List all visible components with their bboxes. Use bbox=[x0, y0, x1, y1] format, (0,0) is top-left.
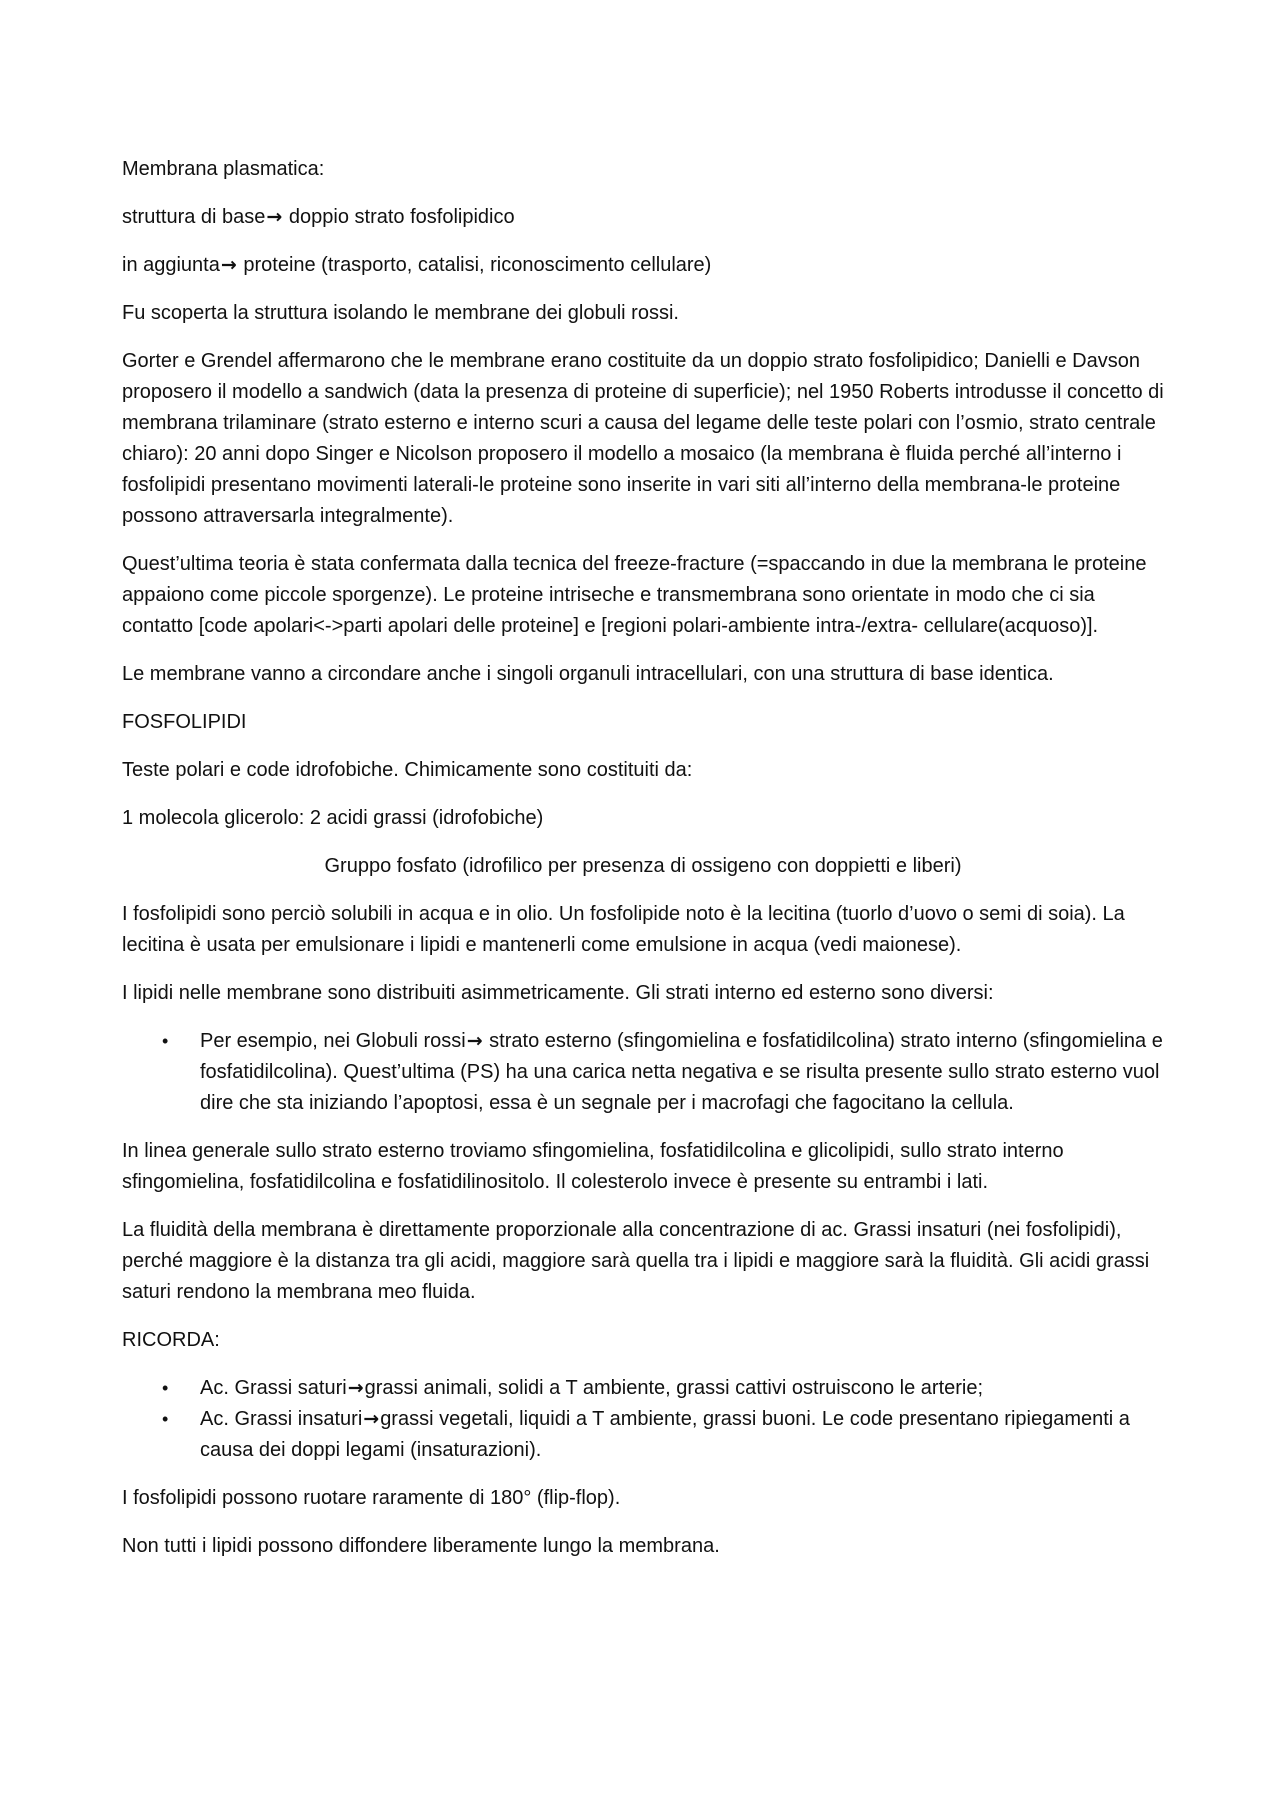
diffusione-paragraph: Non tutti i lipidi possono diffondere liberamente lungo la membrana. bbox=[122, 1535, 720, 1557]
ricorda-text: grassi animali, solidi a T ambiente, grassi cattivi ostruiscono le arterie; bbox=[364, 1377, 984, 1399]
ricorda-label: Ac. Grassi insaturi bbox=[200, 1408, 363, 1430]
document-body bbox=[122, 154, 1164, 1579]
flip-flop-paragraph: I fosfolipidi possono ruotare raramente di 180° (flip-flop). bbox=[122, 1487, 621, 1509]
organelles-paragraph: Le membrane vanno a circondare anche i singoli organuli intracellulari, con una struttura di base identica. bbox=[122, 663, 1054, 685]
ricorda-text: grassi vegetali, liquidi a T ambiente, grassi buoni. Le code presentano ripiegamenti a causa dei doppi legami (insaturazioni). bbox=[200, 1408, 1130, 1461]
structure-text: doppio strato fosfolipidico bbox=[283, 206, 515, 228]
structure-label: struttura di base bbox=[122, 206, 266, 228]
fosfato-line: Gruppo fosfato (idrofilico per presenza di ossigeno con doppietti e liberi) bbox=[324, 855, 962, 877]
arrow-icon: → bbox=[466, 1030, 483, 1052]
ricorda-list bbox=[122, 1373, 1164, 1466]
page-title: Membrana plasmatica: bbox=[122, 158, 325, 180]
freeze-fracture-paragraph: Quest’ultima teoria è stata confermata dalla tecnica del freeze-fracture (=spaccando in due la membrana le proteine appaiono come piccole sporgenze). Le proteine intriseche e transmembrana sono orientate in modo che ci sia contatto [code apolari<->parti apolari delle proteine] e [regioni polari-ambiente intra-/extra- cellulare(acquoso)]. bbox=[122, 553, 1147, 637]
glicerolo-line: 1 molecola glicerolo: 2 acidi grassi (idrofobiche) bbox=[122, 807, 544, 829]
arrow-icon: → bbox=[347, 1377, 364, 1399]
generale-paragraph: In linea generale sullo strato esterno troviamo sfingomielina, fosfatidilcolina e glicolipidi, sullo strato interno sfingomielina, fosfatidilcolina e fosfatidilinositolo. Il colesterolo invece è presente su entrambi i lati. bbox=[122, 1140, 1064, 1193]
bullet-icon: • bbox=[162, 1409, 169, 1429]
fluidita-paragraph: La fluidità della membrana è direttamente proporzionale alla concentrazione di ac. Grassi insaturi (nei fosfolipidi), perché maggiore è la distanza tra gli acidi, maggiore sarà quella tra i lipidi e maggiore sarà la fluidità. Gli acidi grassi saturi rendono la membrana meo fluida. bbox=[122, 1219, 1150, 1303]
list-item bbox=[122, 1026, 1164, 1119]
teste-paragraph: Teste polari e code idrofobiche. Chimicamente sono costituiti da: bbox=[122, 759, 693, 781]
bullet-icon: • bbox=[162, 1378, 169, 1398]
list-item bbox=[122, 1404, 1164, 1466]
section-heading-fosfolipidi: FOSFOLIPIDI bbox=[122, 711, 247, 733]
bullet-icon: • bbox=[162, 1031, 169, 1051]
arrow-icon: → bbox=[266, 206, 283, 228]
discovery-paragraph: Fu scoperta la struttura isolando le membrane dei globuli rossi. bbox=[122, 302, 679, 324]
addition-line bbox=[122, 250, 1164, 281]
globuli-list bbox=[122, 1026, 1164, 1119]
solubili-paragraph: I fosfolipidi sono perciò solubili in acqua e in olio. Un fosfolipide noto è la lecitina (tuorlo d’uovo o semi di soia). La lecitina è usata per emulsionare i lipidi e mantenerli come emulsione in acqua (vedi maionese). bbox=[122, 903, 1125, 956]
arrow-icon: → bbox=[363, 1408, 380, 1430]
addition-text: proteine (trasporto, catalisi, riconoscimento cellulare) bbox=[237, 254, 712, 276]
list-item bbox=[122, 1373, 1164, 1404]
ricorda-label: Ac. Grassi saturi bbox=[200, 1377, 347, 1399]
asimmetria-paragraph: I lipidi nelle membrane sono distribuiti asimmetricamente. Gli strati interno ed esterno sono diversi: bbox=[122, 982, 994, 1004]
section-heading-ricorda: RICORDA: bbox=[122, 1329, 220, 1351]
globuli-label: Per esempio, nei Globuli rossi bbox=[200, 1030, 466, 1052]
history-paragraph: Gorter e Grendel affermarono che le membrane erano costituite da un doppio strato fosfolipidico; Danielli e Davson proposero il modello a sandwich (data la presenza di proteine di superficie); nel 1950 Roberts introdusse il concetto di membrana trilaminare (strato esterno e interno scuri a causa del legame delle teste polari con l’osmio, strato centrale chiaro): 20 anni dopo Singer e Nicolson proposero il modello a mosaico (la membrana è fluida perché all’interno i fosfolipidi presentano movimenti laterali-le proteine sono inserite in vari siti all’interno della membrana-le proteine possono attraversarla integralmente). bbox=[122, 350, 1164, 527]
structure-line bbox=[122, 202, 1164, 233]
addition-label: in aggiunta bbox=[122, 254, 220, 276]
arrow-icon: → bbox=[220, 254, 237, 276]
globuli-text: strato esterno (sfingomielina e fosfatidilcolina) strato interno (sfingomielina e fosfatidilcolina). Quest’ultima (PS) ha una carica netta negativa e se risulta presente sullo strato esterno vuol dire che sta iniziando l’apoptosi, essa è un segnale per i macrofagi che fagocitano la cellula. bbox=[200, 1030, 1163, 1114]
